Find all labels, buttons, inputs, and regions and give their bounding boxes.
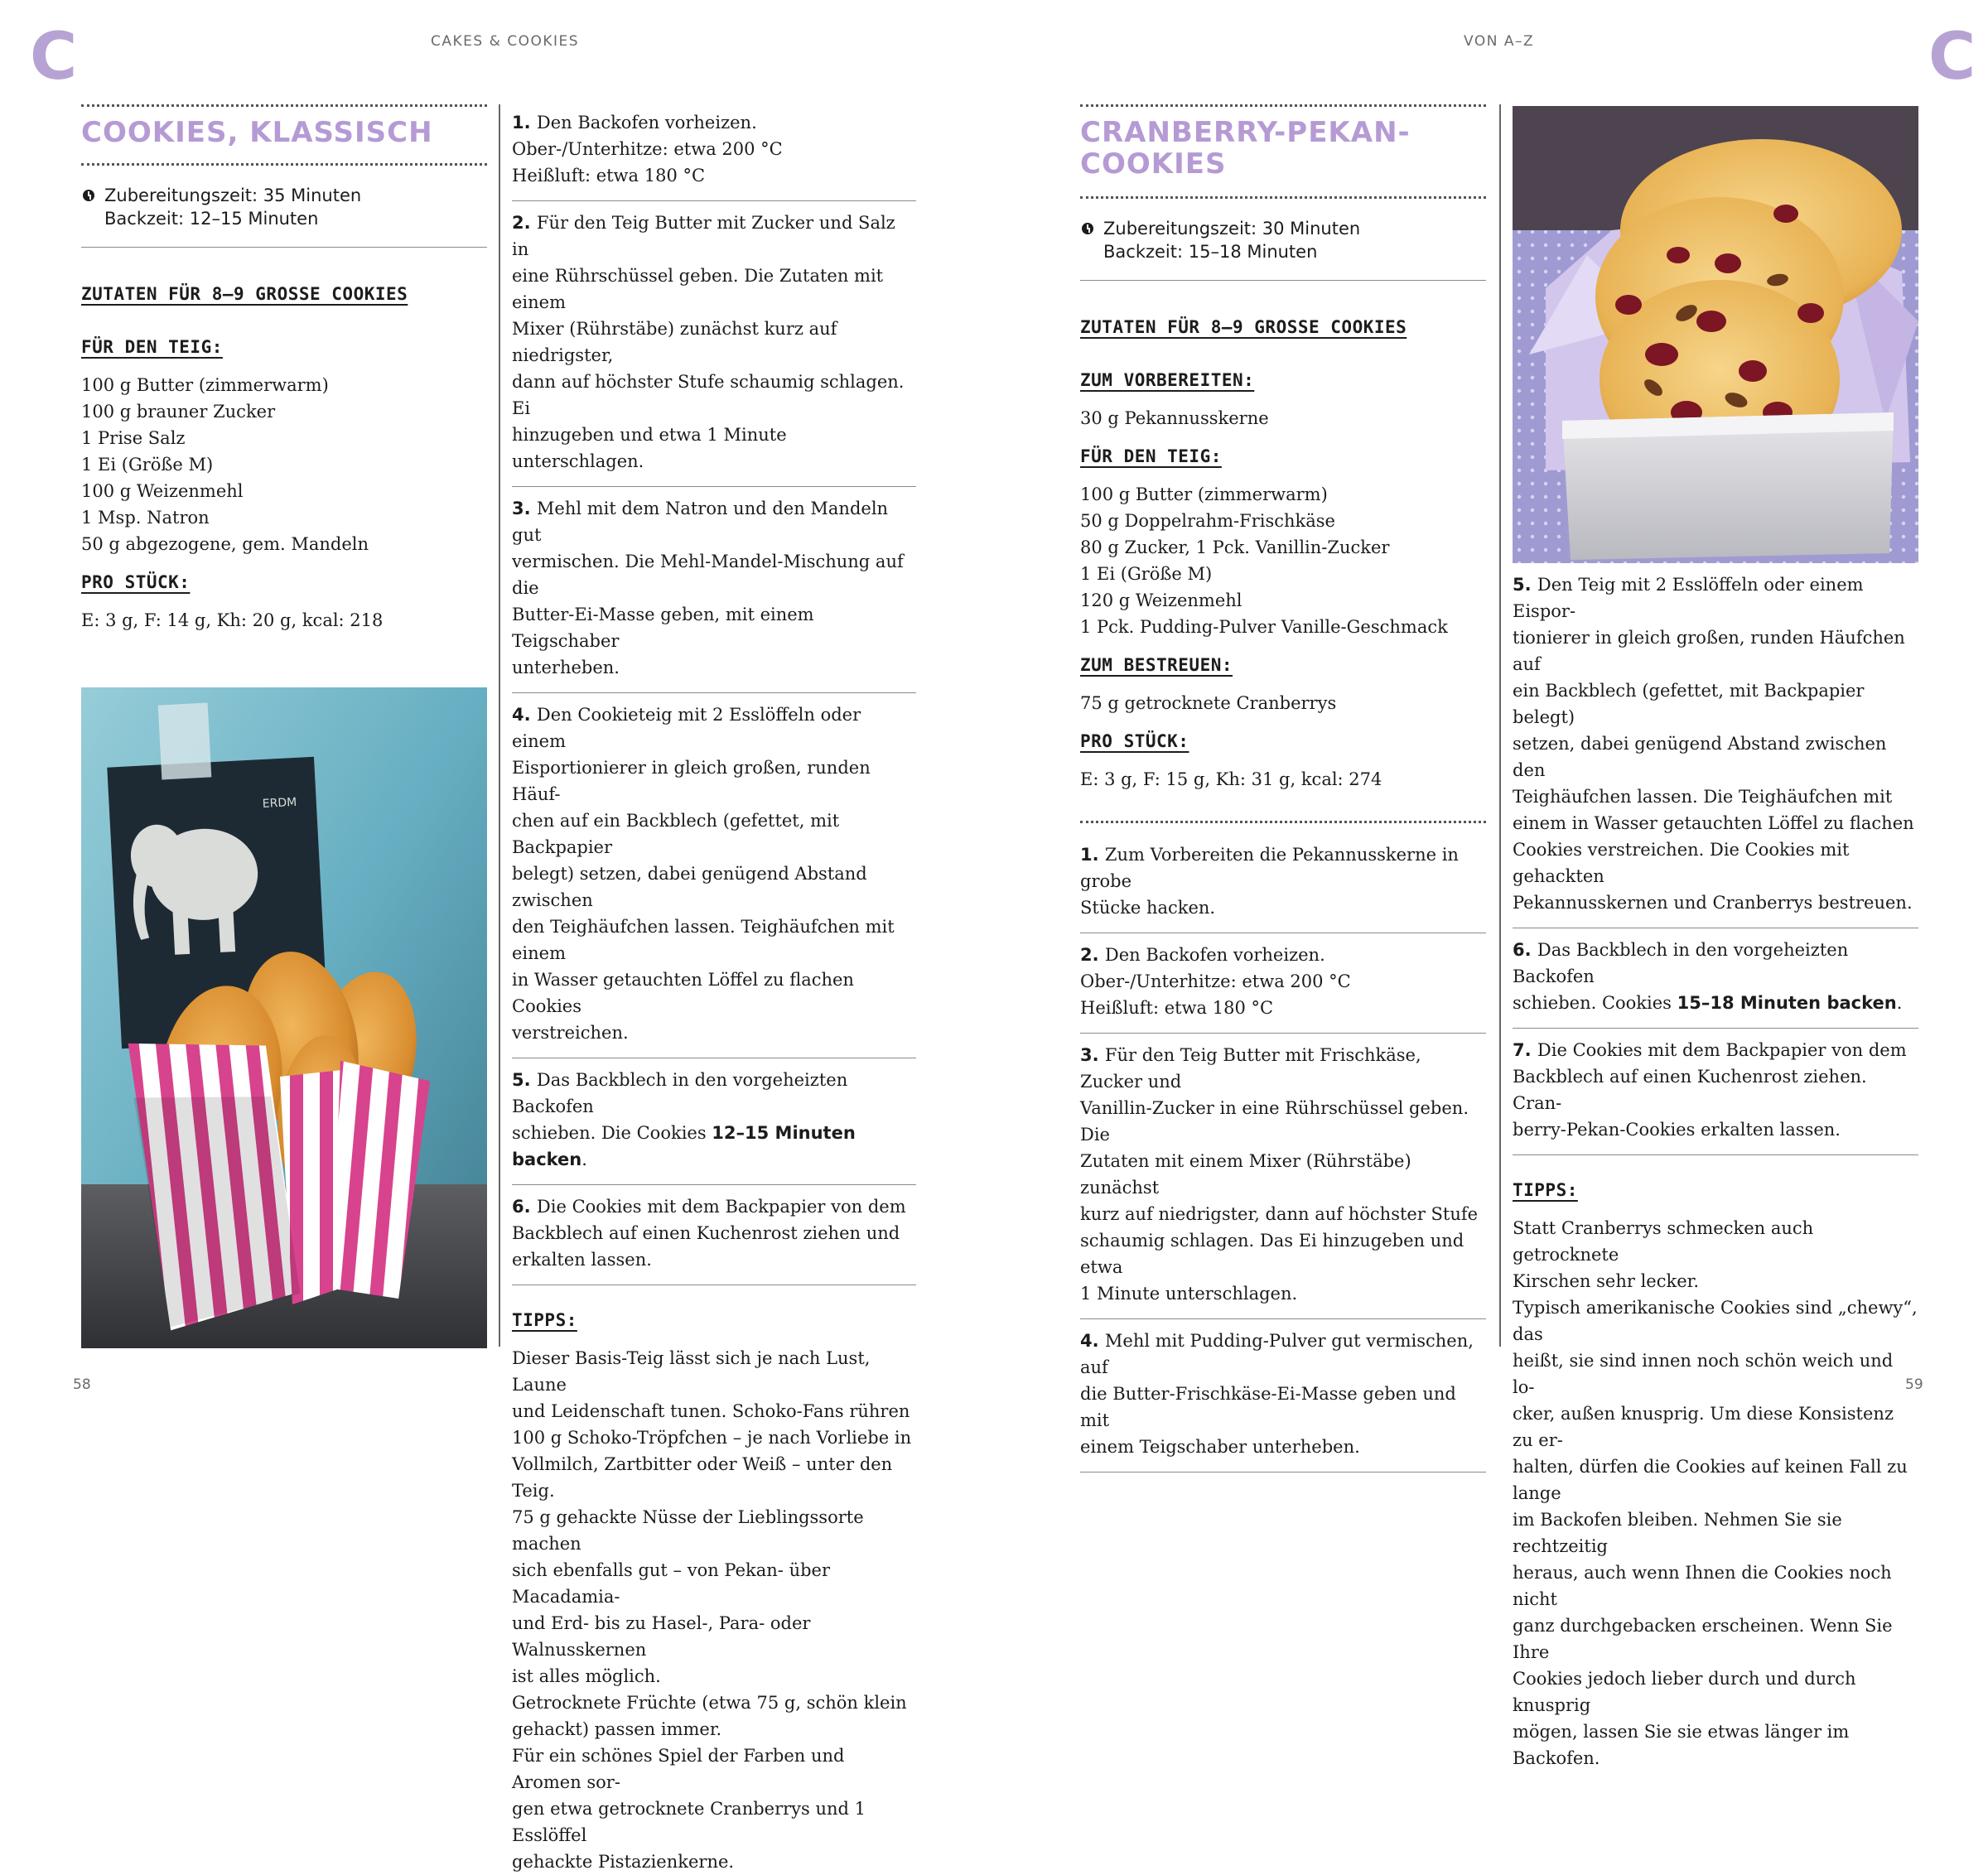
tips-line: gehackt) passen immer. <box>512 1719 722 1739</box>
step-line: 5. Den Teig mit 2 Esslöffeln oder einem Eispor- <box>1513 575 1864 621</box>
step-line: erkalten lassen. <box>512 1250 652 1270</box>
step-line: 3. Für den Teig Butter mit Frischkäse, Zucker und <box>1080 1045 1421 1092</box>
poster-sign: ERDM <box>262 795 297 812</box>
step-line: chen auf ein Backblech (gefettet, mit Backpapier <box>512 811 840 857</box>
dough-heading: FÜR DEN TEIG: <box>1080 446 1222 466</box>
step-line: Ober-/Unterhitze: etwa 200 °C <box>1080 971 1351 991</box>
step-number: 2. <box>1080 945 1105 965</box>
tips-line: heißt, sie sind innen noch schön weich und lo- <box>1513 1351 1894 1397</box>
step-line: ein Backblech (gefettet, mit Backpapier belegt) <box>1513 681 1865 727</box>
chapter-letter-right: C <box>1928 20 1976 94</box>
bake-time: Backzeit: 12–15 Minuten <box>104 209 319 229</box>
tips-line: Vollmilch, Zartbitter oder Weiß – unter den Teig. <box>512 1454 893 1501</box>
recipe-step <box>1513 928 1918 1029</box>
column-separator-right <box>1499 104 1501 1347</box>
nutrition-heading: PRO STÜCK: <box>81 572 191 592</box>
tips-line: Statt Cranberrys schmecken auch getrocknete <box>1513 1218 1814 1265</box>
step-line: Pekannusskernen und Cranberrys bestreuen. <box>1513 893 1913 913</box>
tips-line: 75 g gehackte Nüsse der Lieblingssorte machen <box>512 1507 864 1554</box>
step-line: 7. Die Cookies mit dem Backpapier von dem <box>1513 1040 1907 1060</box>
prep-time: Zubereitungszeit: 35 Minuten <box>104 186 362 205</box>
step-number: 5. <box>512 1070 537 1090</box>
clock-icon <box>83 190 94 201</box>
step-line: Stücke hacken. <box>1080 898 1216 918</box>
ingredient-item: 1 Ei (Größe M) <box>1080 564 1213 584</box>
step-number: 5. <box>1513 575 1537 595</box>
step-number: 1. <box>512 113 537 133</box>
tips-line: gen etwa getrocknete Cranberrys und 1 Esslöffel <box>512 1799 866 1845</box>
step-line: die Butter-Frischkäse-Ei-Masse geben und mit <box>1080 1384 1456 1430</box>
ingredient-item: 80 g Zucker, 1 Pck. Vanillin-Zucker <box>1080 537 1390 557</box>
tips-line: ganz durchgebacken erscheinen. Wenn Sie Ihre <box>1513 1616 1893 1662</box>
step-number: 4. <box>1080 1331 1105 1351</box>
recipe-step <box>512 693 916 1058</box>
ingredient-item: 120 g Weizenmehl <box>1080 590 1242 610</box>
recipe2-steps-b <box>1513 571 1918 1155</box>
tips-line: Getrocknete Früchte (etwa 75 g, schön klein <box>512 1693 907 1713</box>
tips-line: mögen, lassen Sie sie etwas länger im Backofen. <box>1513 1722 1850 1768</box>
ingredient-item: 100 g Butter (zimmerwarm) <box>1080 484 1328 504</box>
recipe-step <box>1080 933 1486 1034</box>
recipe1-info-column <box>81 104 487 634</box>
tips-line: sich ebenfalls gut – von Pekan- über Macadamia- <box>512 1560 831 1607</box>
recipe1-title: COOKIES, KLASSISCH <box>81 116 433 149</box>
recipe-step <box>1080 1034 1486 1319</box>
dough-ingredient-list <box>81 372 487 557</box>
step-line: unterheben. <box>512 658 620 677</box>
step-line: 4. Den Cookieteig mit 2 Esslöffeln oder einem <box>512 705 861 751</box>
step-line: einem in Wasser getauchten Löffel zu flachen <box>1513 813 1914 833</box>
step-number: 3. <box>1080 1045 1105 1065</box>
chapter-letter-left: C <box>30 20 78 94</box>
step-line: 4. Mehl mit Pudding-Pulver gut vermischen, auf <box>1080 1331 1474 1377</box>
bake-duration: 12–15 Minuten backen <box>512 1123 856 1169</box>
step-line: belegt) setzen, dabei genügend Abstand zwischen <box>512 864 867 910</box>
step-number: 2. <box>512 213 537 233</box>
nutrition-value: E: 3 g, F: 15 g, Kh: 31 g, kcal: 274 <box>1080 769 1382 789</box>
step-line: verstreichen. <box>512 1023 629 1043</box>
page-number-left: 58 <box>73 1376 91 1393</box>
prep-time: Zubereitungszeit: 30 Minuten <box>1103 219 1361 239</box>
tips-text <box>1513 1215 1918 1771</box>
tips-line: cker, außen knusprig. Um diese Konsistenz zu er- <box>1513 1404 1894 1450</box>
step-line: Backblech auf einen Kuchenrost ziehen. Cran- <box>1513 1067 1867 1113</box>
ingredient-item: 1 Prise Salz <box>81 428 186 448</box>
running-head-left: CAKES & COOKIES <box>431 33 580 50</box>
recipe2-time <box>1080 217 1486 263</box>
ingredients-heading: ZUTATEN FÜR 8–9 GROSSE COOKIES <box>81 284 408 304</box>
recipe-step <box>512 109 916 201</box>
prepare-ingredient-list <box>1080 405 1486 431</box>
recipe1-time <box>81 184 487 230</box>
step-line: Mixer (Rührstäbe) zunächst kurz auf niedrigster, <box>512 319 837 365</box>
ingredient-item: 100 g Butter (zimmerwarm) <box>81 375 329 395</box>
column-separator-left <box>499 104 500 1347</box>
step-line: 3. Mehl mit dem Natron und den Mandeln gut <box>512 499 889 545</box>
step-line: Ober-/Unterhitze: etwa 200 °C <box>512 139 783 159</box>
page-number-right: 59 <box>1905 1376 1923 1393</box>
ingredient-item: 100 g brauner Zucker <box>81 402 276 422</box>
tips-line: heraus, auch wenn Ihnen die Cookies noch nicht <box>1513 1563 1892 1609</box>
step-line: tionierer in gleich großen, runden Häufchen auf <box>1513 628 1905 674</box>
tips-text <box>512 1345 916 1875</box>
prepare-heading: ZUM VORBEREITEN: <box>1080 370 1255 390</box>
recipe2-steps-column <box>1513 571 1918 1771</box>
step-line: dann auf höchster Stufe schaumig schlagen. Ei <box>512 372 905 418</box>
recipe-step <box>512 1058 916 1185</box>
recipe-step <box>512 1185 916 1285</box>
recipe-step <box>512 487 916 693</box>
step-line: 5. Das Backblech in den vorgeheizten Backofen <box>512 1070 848 1116</box>
tips-line: gehackte Pistazienkerne. <box>512 1852 735 1872</box>
tips-line: ist alles möglich. <box>512 1666 661 1686</box>
step-line: 6. Die Cookies mit dem Backpapier von dem <box>512 1197 906 1217</box>
step-line: Heißluft: etwa 180 °C <box>512 166 706 186</box>
step-line: 1. Zum Vorbereiten die Pekannusskerne in grobe <box>1080 845 1459 891</box>
step-line: 1. Den Backofen vorheizen. <box>512 113 757 133</box>
tips-heading: TIPPS: <box>1513 1180 1578 1200</box>
step-line: Zutaten mit einem Mixer (Rührstäbe) zunächst <box>1080 1151 1411 1198</box>
recipe2-title: CRANBERRY-PEKAN- COOKIES <box>1080 116 1411 181</box>
step-line: Backblech auf einen Kuchenrost ziehen und <box>512 1223 900 1243</box>
step-line: Heißluft: etwa 180 °C <box>1080 998 1274 1018</box>
ingredients-heading: ZUTATEN FÜR 8–9 GROSSE COOKIES <box>1080 317 1407 337</box>
tips-line: Dieser Basis-Teig lässt sich je nach Lust, Laune <box>512 1348 871 1395</box>
step-number: 6. <box>512 1197 537 1217</box>
step-number: 3. <box>512 499 537 518</box>
step-number: 1. <box>1080 845 1105 865</box>
recipe1-steps-column <box>512 109 916 1875</box>
nutrition-heading: PRO STÜCK: <box>1080 731 1189 751</box>
step-line: setzen, dabei genügend Abstand zwischen den <box>1513 734 1887 780</box>
dough-heading: FÜR DEN TEIG: <box>81 337 223 357</box>
step-line: schieben. Cookies 15–18 Minuten backen. <box>1513 993 1903 1013</box>
cookies-classic-photo <box>81 687 487 1348</box>
step-line: Vanillin-Zucker in eine Rührschüssel geben. Die <box>1080 1098 1469 1145</box>
step-line: kurz auf niedrigster, dann auf höchster Stufe <box>1080 1204 1479 1224</box>
tips-heading: TIPPS: <box>512 1310 577 1330</box>
ingredient-item: 1 Ei (Größe M) <box>81 455 214 475</box>
recipe-step <box>1513 571 1918 928</box>
step-number: 7. <box>1513 1040 1537 1060</box>
step-line: 2. Für den Teig Butter mit Zucker und Salz in <box>512 213 895 259</box>
ingredient-item: 100 g Weizenmehl <box>81 481 244 501</box>
recipe-step <box>1080 841 1486 933</box>
step-line: schaumig schlagen. Das Ei hinzugeben und etwa <box>1080 1231 1464 1277</box>
tips-line: Für ein schönes Spiel der Farben und Aromen sor- <box>512 1746 845 1792</box>
tips-line: und Erd- bis zu Hasel-, Para- oder Walnusskernen <box>512 1613 811 1660</box>
step-line: Teighäufchen lassen. Die Teighäufchen mit <box>1513 787 1893 807</box>
tips-line: Typisch amerikanische Cookies sind „chewy“, das <box>1513 1298 1918 1344</box>
tips-line: Cookies jedoch lieber durch und durch knusprig <box>1513 1669 1856 1715</box>
ingredient-item: 50 g Doppelrahm-Frischkäse <box>1080 511 1335 531</box>
step-line: eine Rührschüssel geben. Die Zutaten mit einem <box>512 266 884 312</box>
step-line: den Teighäufchen lassen. Teighäufchen mit einem <box>512 917 895 963</box>
ingredient-item: 1 Msp. Natron <box>81 508 210 528</box>
ingredient-item: 1 Pck. Pudding-Pulver Vanille-Geschmack <box>1080 617 1448 637</box>
dough-ingredient-list <box>1080 481 1486 640</box>
bake-time: Backzeit: 15–18 Minuten <box>1103 242 1318 262</box>
step-line: hinzugeben und etwa 1 Minute unterschlagen. <box>512 425 787 471</box>
tips-line: und Leidenschaft tunen. Schoko-Fans rühren <box>512 1401 910 1421</box>
bake-duration: 15–18 Minuten backen <box>1677 993 1897 1013</box>
tips-line: Kirschen sehr lecker. <box>1513 1271 1700 1291</box>
step-line: 2. Den Backofen vorheizen. <box>1080 945 1325 965</box>
step-line: Butter-Ei-Masse geben, mit einem Teigschaber <box>512 605 814 651</box>
step-line: berry-Pekan-Cookies erkalten lassen. <box>1513 1120 1841 1140</box>
recipe-step <box>1080 1319 1486 1473</box>
tips-line: halten, dürfen die Cookies auf keinen Fall zu lange <box>1513 1457 1908 1503</box>
ingredient-item: 75 g getrocknete Cranberrys <box>1080 693 1337 713</box>
ingredient-item: 50 g abgezogene, gem. Mandeln <box>81 534 369 554</box>
step-line: schieben. Die Cookies 12–15 Minuten backen. <box>512 1123 856 1169</box>
step-number: 6. <box>1513 940 1537 960</box>
step-line: einem Teigschaber unterheben. <box>1080 1437 1360 1457</box>
step-line: in Wasser getauchten Löffel zu flachen Cookies <box>512 970 854 1016</box>
recipe2-steps-a <box>1080 841 1486 1473</box>
step-line: Cookies verstreichen. Die Cookies mit gehackten <box>1513 840 1850 886</box>
ingredient-item: 30 g Pekannusskerne <box>1080 408 1269 428</box>
clock-icon <box>1082 223 1093 234</box>
step-line: 1 Minute unterschlagen. <box>1080 1284 1298 1304</box>
recipe2-info-column <box>1080 104 1486 1473</box>
step-line: Eisportionierer in gleich großen, runden Häuf- <box>512 758 871 804</box>
step-line: 6. Das Backblech in den vorgeheizten Backofen <box>1513 940 1849 986</box>
sprinkle-heading: ZUM BESTREUEN: <box>1080 655 1233 675</box>
cranberry-pecan-photo <box>1513 106 1918 563</box>
recipe1-steps <box>512 109 916 1285</box>
tips-line: 100 g Schoko-Tröpfchen – je nach Vorliebe in <box>512 1428 912 1448</box>
running-head-right: VON A–Z <box>1464 33 1535 50</box>
tips-line: im Backofen bleiben. Nehmen Sie sie rechtzeitig <box>1513 1510 1842 1556</box>
sprinkle-ingredient-list <box>1080 690 1486 716</box>
step-number: 4. <box>512 705 537 725</box>
nutrition-value: E: 3 g, F: 14 g, Kh: 20 g, kcal: 218 <box>81 610 384 630</box>
recipe-step <box>512 201 916 487</box>
recipe-step <box>1513 1029 1918 1155</box>
step-line: vermischen. Die Mehl-Mandel-Mischung auf die <box>512 552 904 598</box>
